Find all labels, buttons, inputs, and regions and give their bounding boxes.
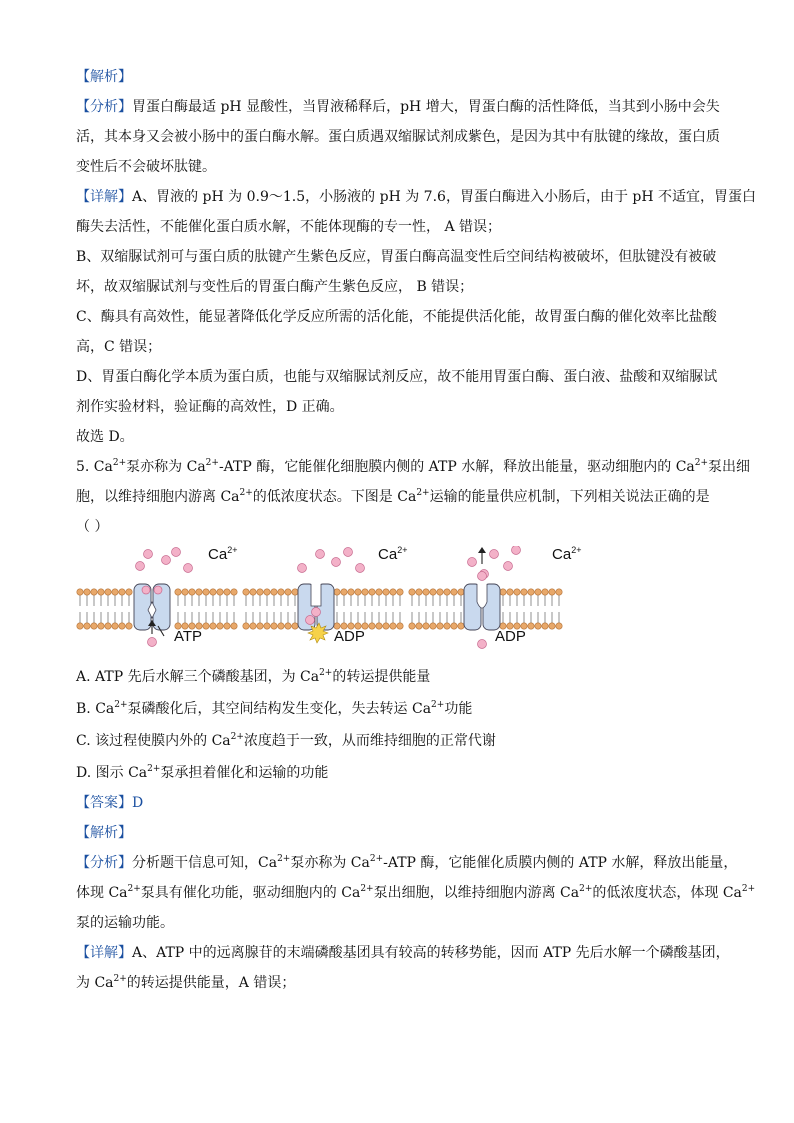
calcium-ion [298, 564, 307, 573]
lipid-head [77, 623, 83, 629]
question-5-line-2: 胞，以维持细胞内游离 $Ca^{2+}$的低浓度状态。下图是 $Ca^{2+}$运输的能量供应机制，下列相关说法正确的是 [76, 488, 710, 505]
lipid-head [451, 623, 457, 629]
lipid-head [119, 623, 125, 629]
detail-line-6: 高，C 错误； [76, 339, 162, 355]
calcium-ion [148, 638, 157, 647]
calcium-ion [172, 548, 181, 557]
lipid-head [250, 623, 256, 629]
lipid-head [203, 623, 209, 629]
atp-label: ATP [174, 628, 203, 645]
analysis2-line-1: 【分析】分析题干信息可知，$Ca^{2+}$泵亦称为 $Ca^{2+}$-ATP 酶，它能催化质膜内侧的 ATP 水解，释放出能量， [76, 854, 738, 871]
lipid-head [257, 623, 263, 629]
lipid-head [257, 589, 263, 595]
lipid-head [542, 589, 548, 595]
lipid-head [549, 589, 555, 595]
lipid-head [507, 589, 513, 595]
lipid-head [243, 623, 249, 629]
detail-line-8: 剂作实验材料，验证酶的高效性，D 正确。 [76, 399, 344, 415]
lipid-head [535, 589, 541, 595]
lipid-head [77, 589, 83, 595]
lipid-head [271, 623, 277, 629]
option-b: B. $Ca^{2+}$泵磷酸化后，其空间结构发生变化，失去转运 $Ca^{2+}$功能 [76, 700, 473, 717]
lipid-head [556, 589, 562, 595]
detail-line-3: B、双缩脲试剂可与蛋白质的肽键产生紫色反应，胃蛋白酶高温变性后空间结构被破坏，但肽键没有被破 [76, 249, 717, 265]
calcium-ion [306, 616, 315, 625]
lipid-head [112, 623, 118, 629]
calcium-ion [468, 558, 477, 567]
bound-calcium-ion [154, 586, 162, 594]
option-d: D. 图示 $Ca^{2+}$泵承担着催化和运输的功能 [76, 764, 329, 781]
lipid-head [397, 623, 403, 629]
lipid-head [383, 623, 389, 629]
lipid-head [98, 589, 104, 595]
lipid-head [397, 589, 403, 595]
lipid-head [250, 589, 256, 595]
lipid-head [369, 623, 375, 629]
lipid-head [409, 589, 415, 595]
lipid-head [423, 623, 429, 629]
lipid-head [203, 589, 209, 595]
lipid-head [458, 623, 464, 629]
lipid-head [271, 589, 277, 595]
calcium-ion [332, 558, 341, 567]
analysis-line-1: 【分析】胃蛋白酶最适 pH 显酸性，当胃液稀释后，pH 增大，胃蛋白酶的活性降低，当其到小肠中会失 [76, 99, 720, 115]
lipid-head [224, 623, 230, 629]
ion-label-2: $Ca^{2+}$ [378, 545, 408, 563]
lipid-head [112, 589, 118, 595]
pump-channel [311, 584, 321, 606]
section-label-jiexi: 【解析】 [76, 69, 132, 85]
lipid-head [430, 589, 436, 595]
analysis2-line-2: 体现 $Ca^{2+}$泵具有催化功能，驱动细胞内的 $Ca^{2+}$泵出细胞，以维持细胞内游离 $Ca^{2+}$的低浓度状态，体现 $Ca^{2+}$ [76, 884, 756, 901]
lipid-head [91, 589, 97, 595]
calcium-ion [184, 564, 193, 573]
detail-line-1: 【详解】A、胃液的 pH 为 0.9～1.5，小肠液的 pH 为 7.6，胃蛋白酶进入小肠后，由于 pH 不适宜，胃蛋白 [76, 189, 757, 205]
lipid-head [285, 589, 291, 595]
analysis2-line-3: 泵的运输功能。 [76, 915, 174, 931]
lipid-head [341, 589, 347, 595]
detail2-line-1: 【详解】A、ATP 中的远离腺苷的末端磷酸基团具有较高的转移势能，因而 ATP 先后水解一个磷酸基团， [76, 945, 730, 961]
lipid-head [224, 589, 230, 595]
lipid-head [423, 589, 429, 595]
lipid-head [444, 589, 450, 595]
lipid-head [458, 589, 464, 595]
lipid-head [535, 623, 541, 629]
lipid-head [521, 589, 527, 595]
lipid-head [556, 623, 562, 629]
lipid-head [210, 589, 216, 595]
lipid-head [196, 589, 202, 595]
lipid-head [231, 589, 237, 595]
question-5-line-1: 5. $Ca^{2+}$泵亦称为 $Ca^{2+}$-ATP 酶，它能催化细胞膜内侧的 ATP 水解，释放出能量，驱动细胞内的 $Ca^{2+}$泵出细 [76, 458, 751, 475]
lipid-head [409, 623, 415, 629]
lipid-head [390, 589, 396, 595]
answer-line: 【答案】D [76, 795, 144, 811]
adp-label-2: ADP [495, 628, 526, 645]
lipid-head [91, 623, 97, 629]
lipid-head [376, 589, 382, 595]
detail-line-7: D、胃蛋白酶化学本质为蛋白质，也能与双缩脲试剂反应，故不能用胃蛋白酶、蛋白液、盐酸和双缩脲试 [76, 369, 718, 385]
lipid-head [278, 589, 284, 595]
lipid-head [528, 623, 534, 629]
calcium-ion [162, 556, 171, 565]
detail-line-4: 坏，故双缩脲试剂与变性后的胃蛋白酶产生紫色反应， B 错误； [76, 279, 474, 295]
lipid-head [119, 589, 125, 595]
ion-label-3: $Ca^{2+}$ [552, 545, 582, 563]
calcium-ion [512, 546, 521, 555]
lipid-head [126, 623, 132, 629]
adp-label-1: ADP [334, 628, 365, 645]
conclusion-line: 故选 D。 [76, 429, 134, 445]
lipid-head [98, 623, 104, 629]
lipid-head [514, 589, 520, 595]
calcium-ion [478, 640, 487, 649]
lipid-head [217, 589, 223, 595]
lipid-head [383, 589, 389, 595]
lipid-head [334, 589, 340, 595]
question-5-line-3: （ ） [76, 519, 109, 535]
lipid-head [182, 589, 188, 595]
calcium-ion [316, 550, 325, 559]
lipid-head [416, 623, 422, 629]
lipid-head [84, 589, 90, 595]
membrane-figure [76, 546, 596, 658]
calcium-ion [490, 550, 499, 559]
lipid-head [217, 623, 223, 629]
lipid-head [84, 623, 90, 629]
lipid-head [451, 589, 457, 595]
lipid-head [444, 623, 450, 629]
pump-channel [477, 584, 487, 608]
calcium-ion [136, 562, 145, 571]
option-a: A. ATP 先后水解三个磷酸基团，为 $Ca^{2+}$的转运提供能量 [76, 668, 431, 685]
option-c: C. 该过程使膜内外的 $Ca^{2+}$浓度趋于一致，从而维持细胞的正常代谢 [76, 732, 496, 749]
arrow-out-head [478, 547, 486, 553]
lipid-head [210, 623, 216, 629]
section-label-jiexi-2: 【解析】 [76, 825, 132, 841]
lipid-head [437, 623, 443, 629]
lipid-head [264, 589, 270, 595]
lipid-head [348, 589, 354, 595]
lipid-head [285, 623, 291, 629]
detail2-line-2: 为 $Ca^{2+}$的转运提供能量，A 错误； [76, 974, 296, 991]
calcium-ion [478, 572, 487, 581]
document-page [76, 60, 757, 996]
lipid-head [292, 623, 298, 629]
detail-line-5: C、酶具有高效性，能显著降低化学反应所需的活化能，不能提供活化能，故胃蛋白酶的催化效率比盐酸 [76, 309, 717, 325]
lipid-head [369, 589, 375, 595]
lipid-head [189, 589, 195, 595]
lipid-head [362, 589, 368, 595]
lipid-head [390, 623, 396, 629]
lipid-head [549, 623, 555, 629]
lipid-head [437, 589, 443, 595]
lipid-head [278, 623, 284, 629]
lipid-head [542, 623, 548, 629]
calcium-ion [356, 564, 365, 573]
analysis-line-2: 活，其本身又会被小肠中的蛋白酶水解。蛋白质遇双缩脲试剂成紫色，是因为其中有肽键的缘故，蛋白质 [76, 129, 720, 145]
calcium-ion [312, 608, 321, 617]
calcium-ion [344, 548, 353, 557]
lipid-head [292, 589, 298, 595]
lipid-head [231, 623, 237, 629]
lipid-head [243, 589, 249, 595]
lipid-head [264, 623, 270, 629]
bound-calcium-ion [142, 586, 150, 594]
lipid-head [175, 589, 181, 595]
analysis-line-3: 变性后不会破坏肽键。 [76, 159, 216, 175]
lipid-head [105, 623, 111, 629]
lipid-head [416, 589, 422, 595]
lipid-head [355, 589, 361, 595]
lipid-head [528, 589, 534, 595]
lipid-head [500, 589, 506, 595]
lipid-head [126, 589, 132, 595]
lipid-head [376, 623, 382, 629]
ion-label-1: $Ca^{2+}$ [208, 545, 238, 563]
calcium-ion [504, 562, 513, 571]
calcium-ion [144, 550, 153, 559]
lipid-head [105, 589, 111, 595]
detail-line-2: 酶失去活性，不能催化蛋白质水解，不能体现酶的专一性， A 错误； [76, 219, 502, 235]
lipid-head [430, 623, 436, 629]
